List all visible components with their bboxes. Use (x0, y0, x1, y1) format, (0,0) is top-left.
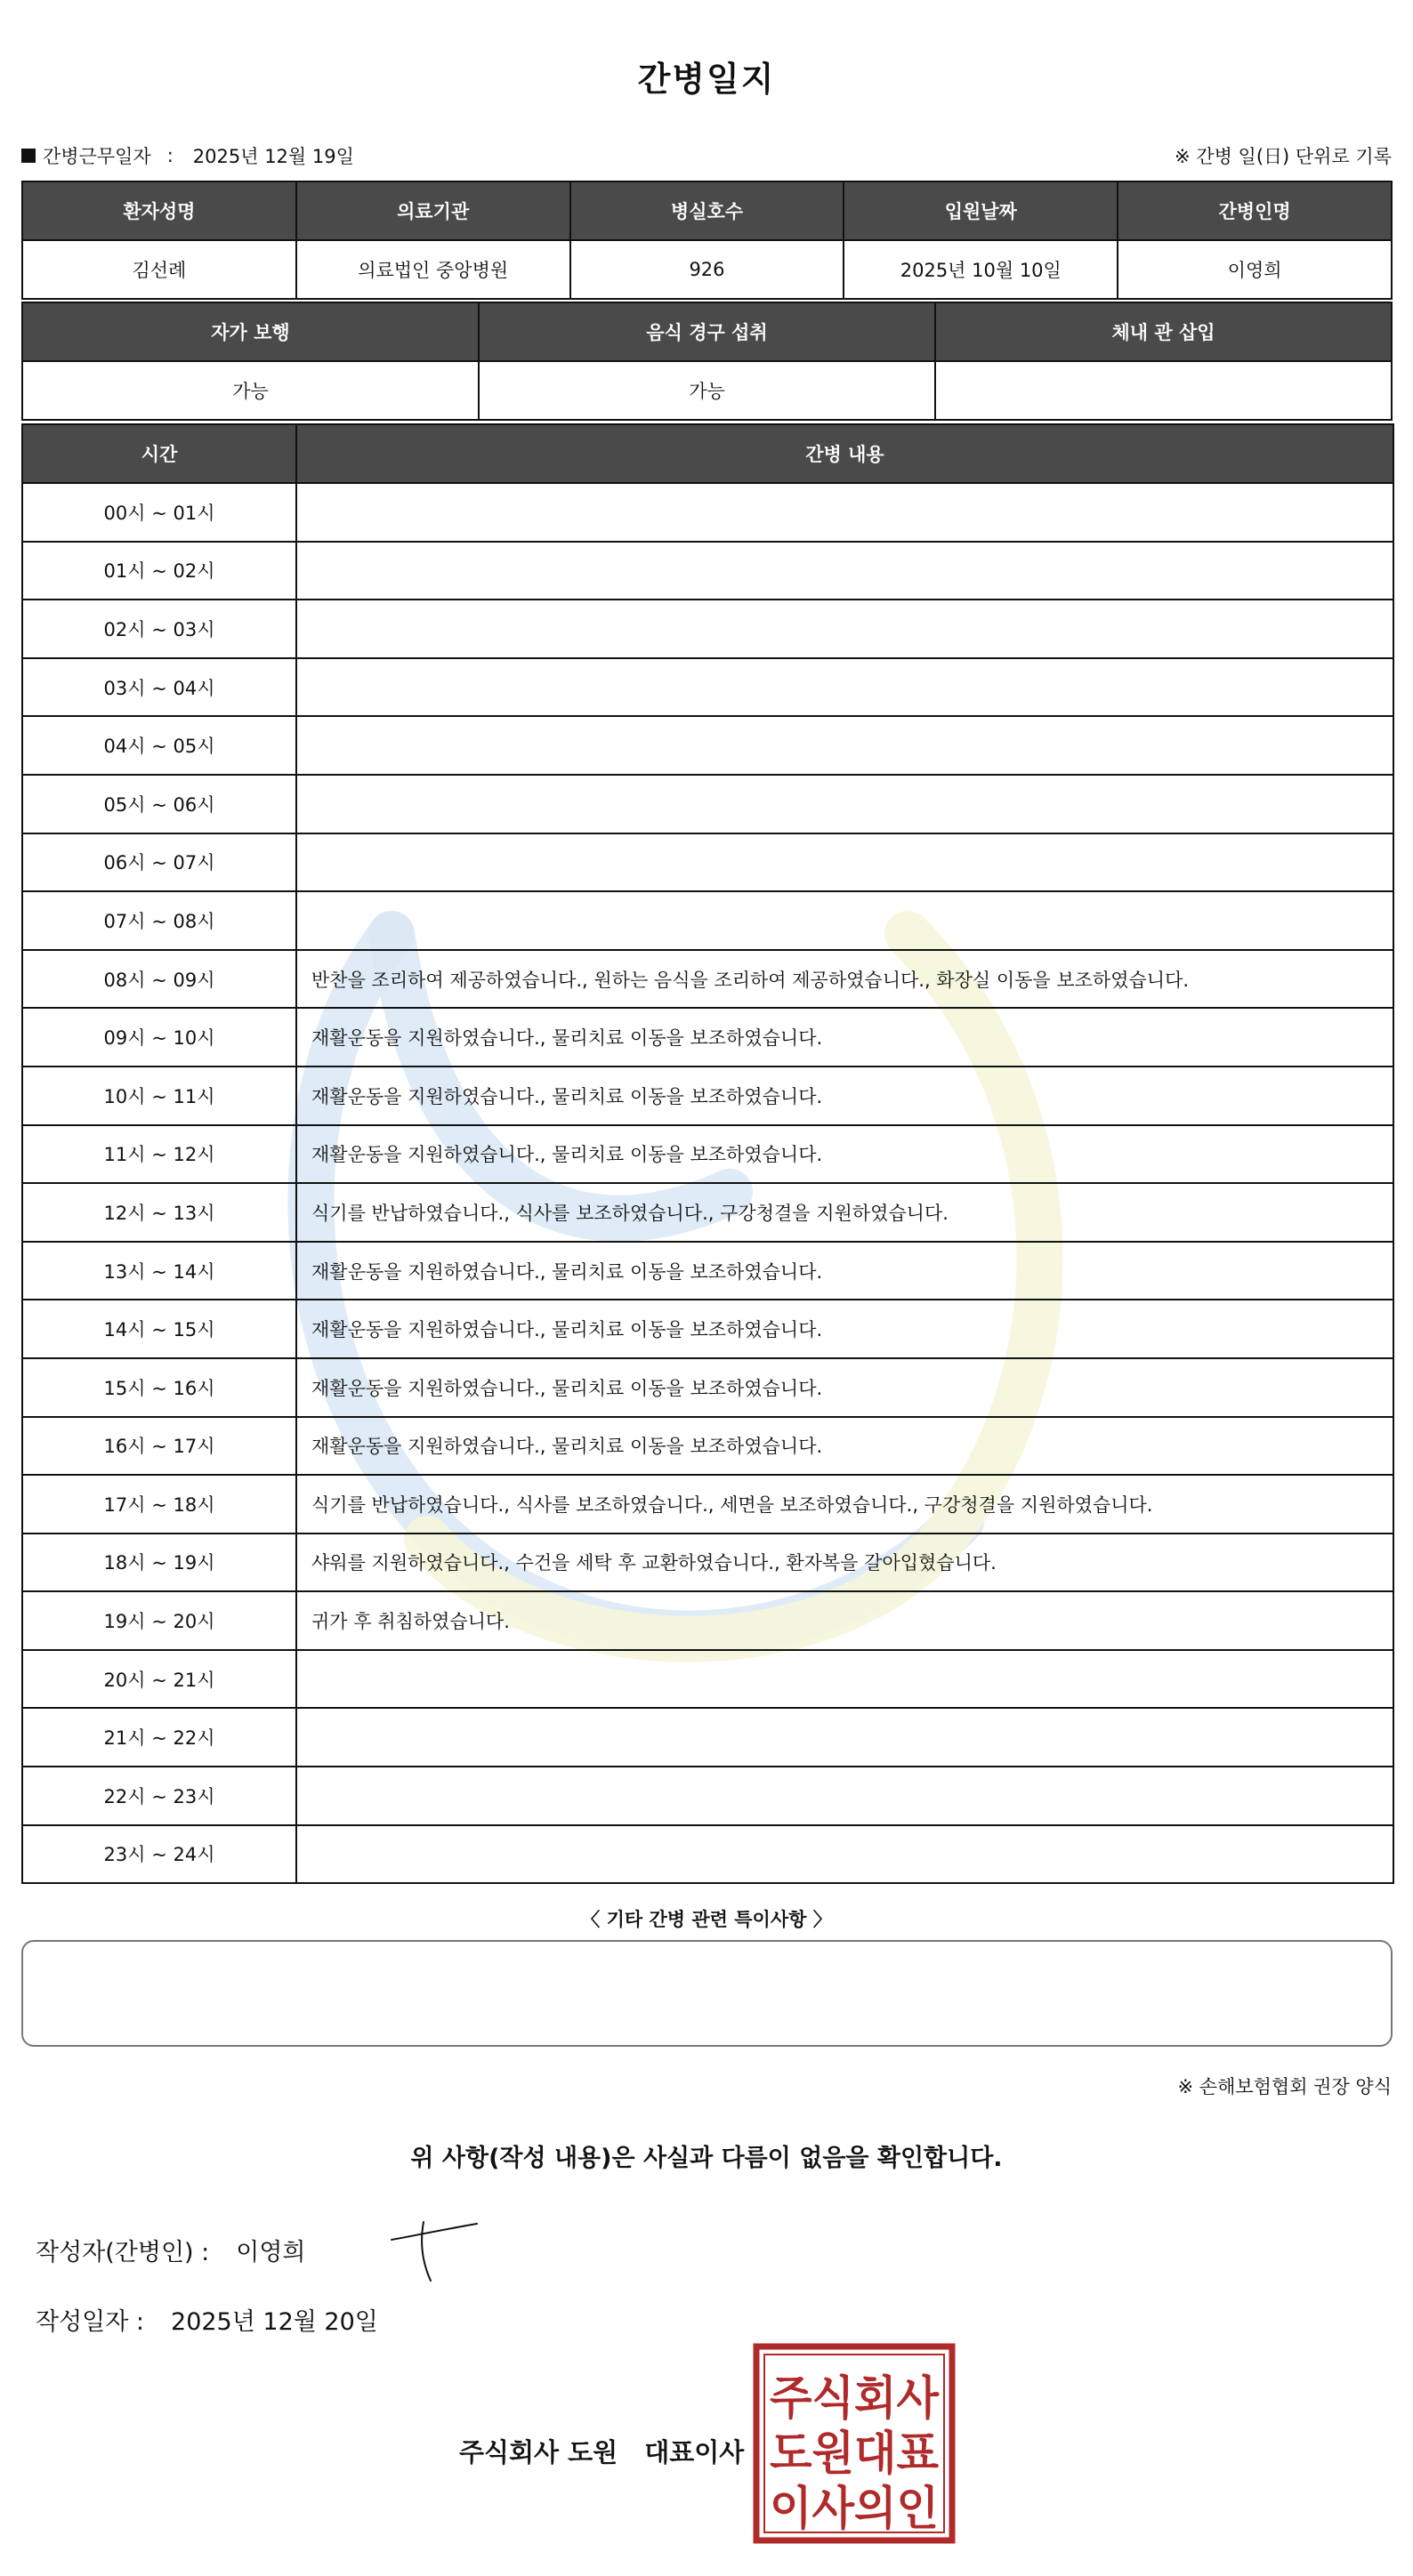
company-seal-stamp (753, 2343, 956, 2544)
header-caregiver-name: 간병인명 (1118, 181, 1392, 240)
log-row (22, 1708, 1393, 1767)
log-content: 재활운동을 지원하였습니다., 물리치료 이동을 보조하였습니다. (296, 1358, 1393, 1417)
writer-name: 이영희 (236, 2239, 306, 2266)
log-content: 재활운동을 지원하였습니다., 물리치료 이동을 보조하였습니다. (296, 1067, 1393, 1125)
log-row (22, 1825, 1393, 1884)
log-row (22, 1125, 1393, 1184)
log-content: 재활운동을 지원하였습니다., 물리치료 이동을 보조하였습니다. (296, 1242, 1393, 1300)
log-content: 식기를 반납하였습니다., 식사를 보조하였습니다., 세면을 보조하였습니다., 구강청결을 지원하였습니다. (296, 1475, 1393, 1534)
caregiver-name: 이영희 (1118, 240, 1392, 299)
log-row (22, 716, 1393, 775)
log-row (22, 1475, 1393, 1534)
seal-line-3: 이사의인 (770, 2483, 939, 2536)
log-content (296, 1767, 1393, 1825)
header-patient-name: 환자성명 (22, 181, 296, 240)
log-time: 16시 ~ 17시 (22, 1417, 296, 1476)
log-row (22, 542, 1393, 600)
log-row (22, 1300, 1393, 1358)
patient-info-table (21, 181, 1393, 300)
log-row (22, 1358, 1393, 1417)
log-time: 11시 ~ 12시 (22, 1125, 296, 1184)
log-time: 00시 ~ 01시 (22, 483, 296, 542)
writer-label: 작성자(간병인) : (36, 2239, 210, 2266)
log-row (22, 950, 1393, 1009)
log-row (22, 891, 1393, 950)
work-date-separator: : (166, 145, 174, 166)
log-row (22, 1008, 1393, 1067)
log-time: 22시 ~ 23시 (22, 1767, 296, 1825)
log-row (22, 1183, 1393, 1242)
log-row (22, 483, 1393, 542)
log-content (296, 1825, 1393, 1884)
log-time: 12시 ~ 13시 (22, 1183, 296, 1242)
log-content (296, 483, 1393, 542)
log-row (22, 1650, 1393, 1709)
log-content (296, 1650, 1393, 1709)
header-room-number: 병실호수 (570, 181, 844, 240)
log-row (22, 1067, 1393, 1125)
care-log-table (21, 423, 1394, 1884)
writer-row (36, 2233, 306, 2267)
header-admission-date: 입원날짜 (844, 181, 1118, 240)
log-time: 10시 ~ 11시 (22, 1067, 296, 1125)
log-content (296, 542, 1393, 600)
log-content (296, 658, 1393, 717)
log-time: 19시 ~ 20시 (22, 1591, 296, 1650)
log-time: 15시 ~ 16시 (22, 1358, 296, 1417)
confirmation-statement: 위 사항(작성 내용)은 사실과 다름이 없음을 확인합니다. (410, 2145, 1003, 2172)
log-content: 식기를 반납하였습니다., 식사를 보조하였습니다., 구강청결을 지원하였습니다. (296, 1183, 1393, 1242)
header-tube-insertion: 체내 관 삽입 (935, 302, 1392, 361)
written-date-value: 2025년 12월 20일 (171, 2308, 378, 2336)
log-content (296, 891, 1393, 950)
hospital-name: 의료법인 중앙병원 (296, 240, 570, 299)
log-time: 03시 ~ 04시 (22, 658, 296, 717)
oral-intake-value: 가능 (479, 361, 935, 420)
log-row (22, 775, 1393, 833)
company-name: 주식회사 도원 (459, 2437, 618, 2467)
room-number: 926 (570, 240, 844, 299)
log-content (296, 775, 1393, 833)
notes-box (21, 1940, 1393, 2047)
work-date-label: 간병근무일자 (43, 146, 151, 167)
bullet-square-icon (21, 149, 36, 163)
seal-line-1: 주식회사 (770, 2372, 940, 2426)
log-content: 귀가 후 취침하였습니다. (296, 1591, 1393, 1650)
log-time: 08시 ~ 09시 (22, 950, 296, 1009)
log-row (22, 1767, 1393, 1825)
written-date-row (36, 2302, 378, 2337)
log-time: 07시 ~ 08시 (22, 891, 296, 950)
log-content: 샤워를 지원하였습니다., 수건을 세탁 후 교환하였습니다., 환자복을 갈아입혔습니다. (296, 1534, 1393, 1592)
log-time: 13시 ~ 14시 (22, 1242, 296, 1300)
log-row (22, 1242, 1393, 1300)
record-unit-note: ※ 간병 일(日) 단위로 기록 (1175, 146, 1392, 167)
log-row (22, 1534, 1393, 1592)
log-content: 재활운동을 지원하였습니다., 물리치료 이동을 보조하였습니다. (296, 1125, 1393, 1184)
log-time: 14시 ~ 15시 (22, 1300, 296, 1358)
header-time: 시간 (22, 424, 296, 483)
log-row (22, 1417, 1393, 1476)
log-content (296, 600, 1393, 658)
admission-date: 2025년 10월 10일 (844, 240, 1118, 299)
log-time: 17시 ~ 18시 (22, 1475, 296, 1534)
log-time: 05시 ~ 06시 (22, 775, 296, 833)
log-time: 04시 ~ 05시 (22, 716, 296, 775)
document-title: 간병일지 (637, 60, 776, 99)
log-time: 18시 ~ 19시 (22, 1534, 296, 1592)
log-content: 재활운동을 지원하였습니다., 물리치료 이동을 보조하였습니다. (296, 1300, 1393, 1358)
log-time: 20시 ~ 21시 (22, 1650, 296, 1709)
log-time: 01시 ~ 02시 (22, 542, 296, 600)
header-oral-intake: 음식 경구 섭취 (479, 302, 935, 361)
log-time: 02시 ~ 03시 (22, 600, 296, 658)
header-hospital: 의료기관 (296, 181, 570, 240)
log-content: 재활운동을 지원하였습니다., 물리치료 이동을 보조하였습니다. (296, 1417, 1393, 1476)
company-signature (459, 2433, 744, 2469)
log-time: 06시 ~ 07시 (22, 833, 296, 892)
written-date-label: 작성일자 : (36, 2308, 145, 2336)
log-content: 재활운동을 지원하였습니다., 물리치료 이동을 보조하였습니다. (296, 1008, 1393, 1067)
log-time: 21시 ~ 22시 (22, 1708, 296, 1767)
form-source-note: ※ 손해보험협회 권장 양식 (1177, 2076, 1392, 2097)
patient-status-table (21, 302, 1393, 421)
log-row (22, 1591, 1393, 1650)
log-time: 23시 ~ 24시 (22, 1825, 296, 1884)
log-row (22, 600, 1393, 658)
self-walking-value: 가능 (22, 361, 479, 420)
work-date-value: 2025년 12월 19일 (192, 146, 354, 167)
handwritten-signature (384, 2215, 482, 2286)
log-time: 09시 ~ 10시 (22, 1008, 296, 1067)
log-row (22, 658, 1393, 717)
seal-line-2: 도원대표 (770, 2427, 939, 2481)
header-care-content: 간병 내용 (296, 424, 1393, 483)
log-content (296, 1708, 1393, 1767)
tube-insertion-value (935, 361, 1392, 420)
log-content (296, 716, 1393, 775)
patient-name: 김선례 (22, 240, 296, 299)
notes-title: 〈 기타 간병 관련 특이사항 〉 (581, 1909, 832, 1930)
log-content (296, 833, 1393, 892)
company-title: 대표이사 (644, 2437, 745, 2467)
log-content: 반찬을 조리하여 제공하였습니다., 원하는 음식을 조리하여 제공하였습니다., 화장실 이동을 보조하였습니다. (296, 950, 1393, 1009)
log-row (22, 833, 1393, 892)
header-self-walking: 자가 보행 (22, 302, 479, 361)
work-date (21, 142, 354, 169)
